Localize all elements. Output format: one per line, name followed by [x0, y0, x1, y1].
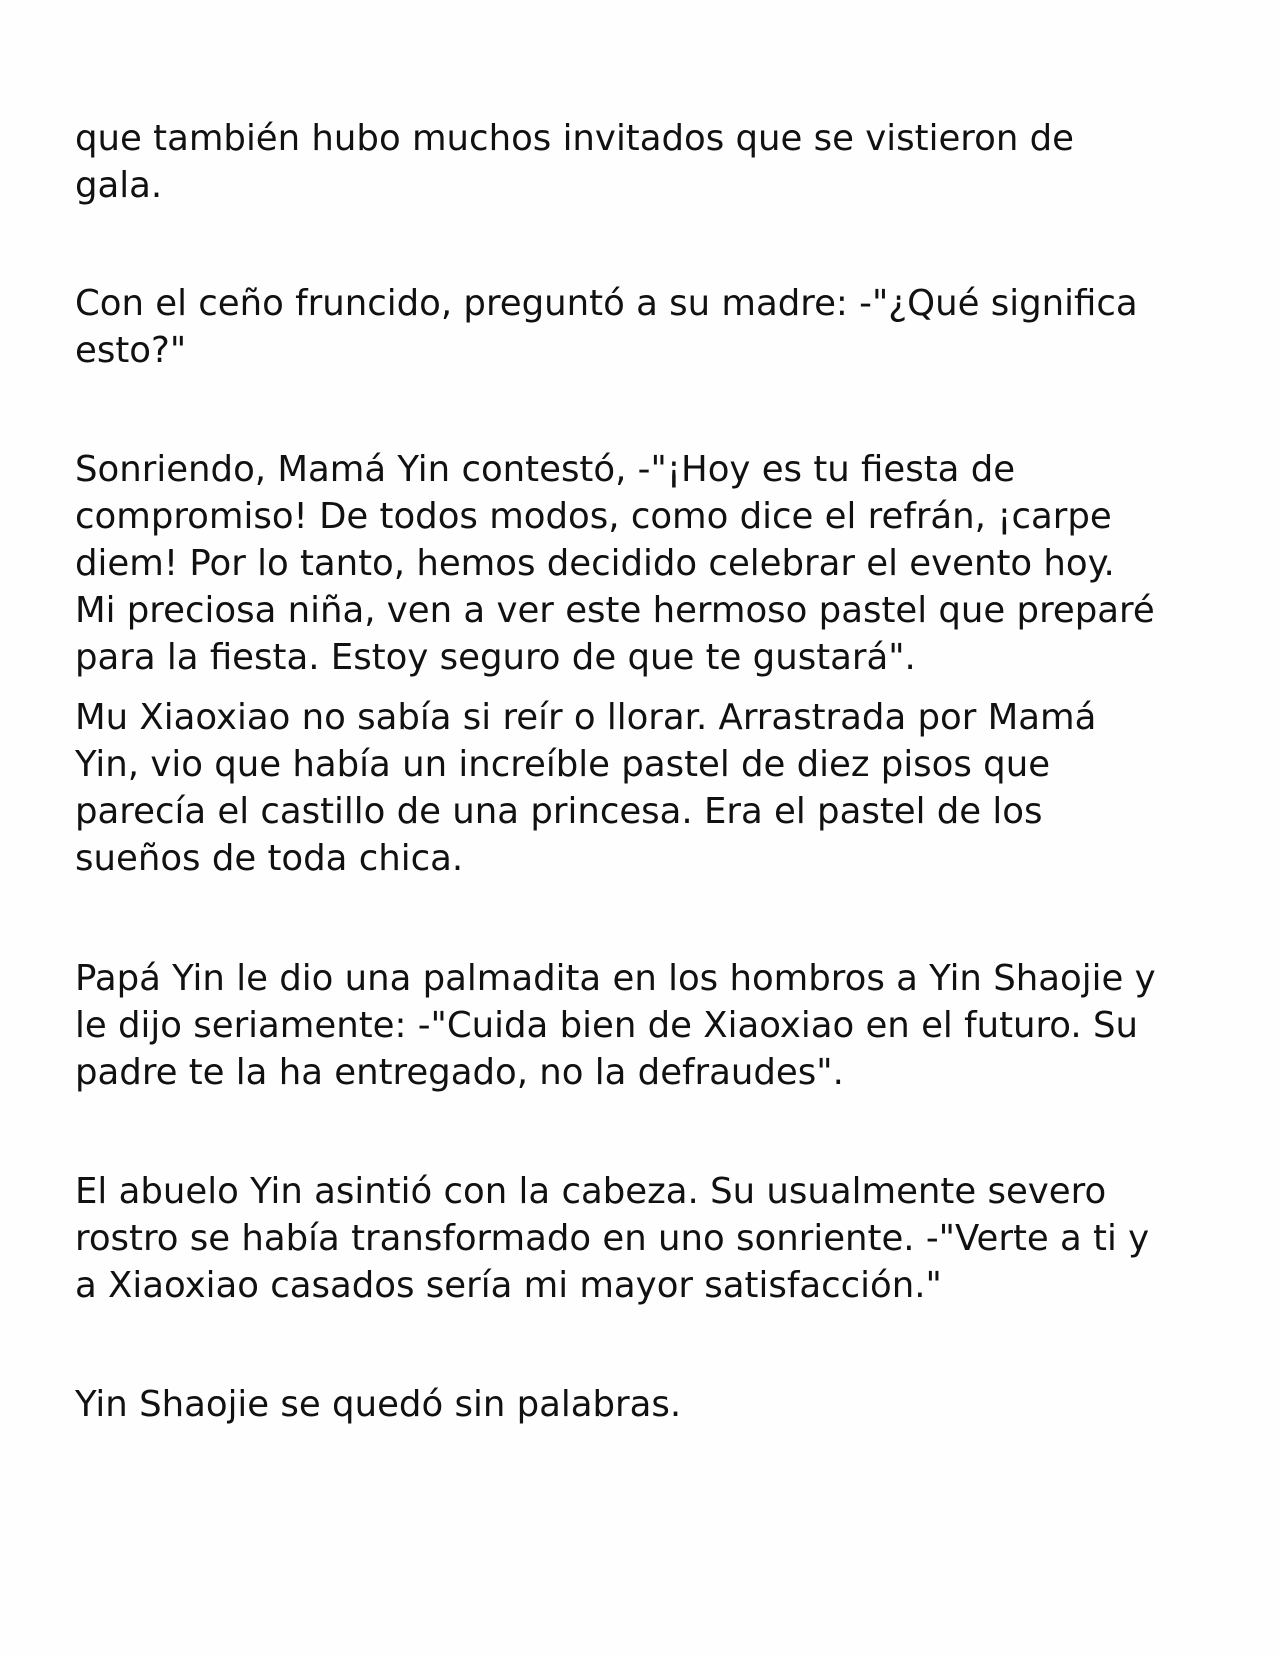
paragraph: que también hubo muchos invitados que se vistieron de gala. [75, 118, 1074, 206]
paragraph: El abuelo Yin asintió con la cabeza. Su usualmente severo rostro se había transformado en uno sonriente. -"Verte a ti y a Xiaoxiao casados sería mi mayor satisfacción." [75, 1171, 1150, 1306]
document-page [75, 115, 1235, 1428]
paragraph: Yin Shaojie se quedó sin palabras. [75, 1384, 682, 1425]
paragraph: Con el ceño fruncido, preguntó a su madre: -"¿Qué significa esto?" [75, 283, 1138, 371]
paragraph: Sonriendo, Mamá Yin contestó, -"¡Hoy es tu fiesta de compromiso! De todos modos, como dice el refrán, ¡carpe diem! Por lo tanto, hemos decidido celebrar el evento hoy. Mi preciosa niña, ven a ver este hermoso pastel que preparé para la fiesta. Estoy seguro de que te gustará". [75, 449, 1155, 678]
paragraph: Papá Yin le dio una palmadita en los hombros a Yin Shaojie y le dijo seriamente: -"Cuida bien de Xiaoxiao en el futuro. Su padre te la ha entregado, no la defraudes". [75, 958, 1156, 1093]
paragraph: Mu Xiaoxiao no sabía si reír o llorar. Arrastrada por Mamá Yin, vio que había un increíble pastel de diez pisos que parecía el castillo de una princesa. Era el pastel de los sueños de toda chica. [75, 697, 1097, 879]
